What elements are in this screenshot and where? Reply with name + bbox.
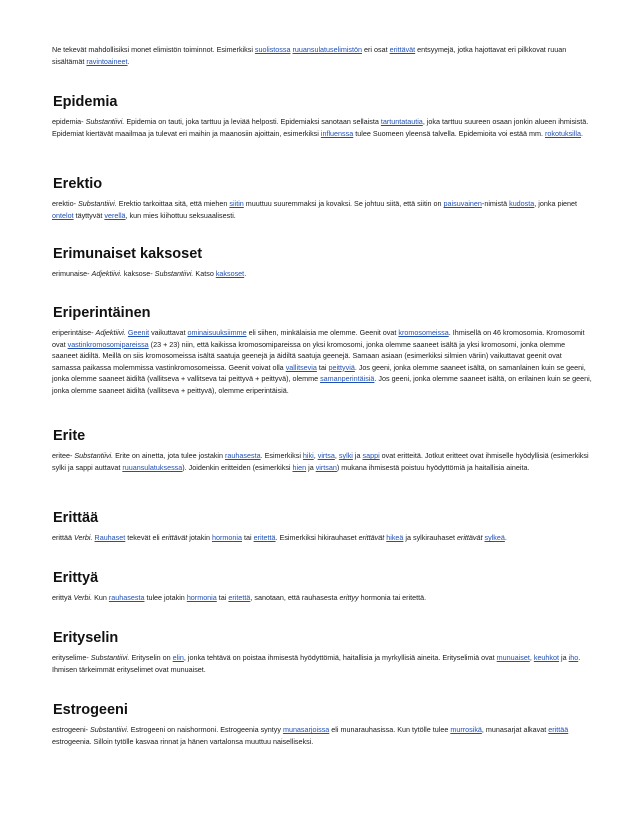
term-link[interactable]: ruuansulatuselimistön [292, 45, 363, 54]
term-link[interactable]: Geenit [127, 328, 150, 337]
entry-estrogeeni [52, 701, 592, 747]
entry-body [52, 532, 592, 544]
term-link[interactable]: keuhkot [533, 653, 560, 662]
entry-heading: Estrogeeni [53, 702, 128, 718]
term-link[interactable]: ruuansulatuksessa [122, 462, 183, 472]
term-link[interactable]: eritettä [228, 593, 251, 602]
term-link[interactable]: virtsan [315, 462, 337, 472]
body-text: . Esimerkiksi hikirauhaset [275, 533, 359, 542]
word-class-label: Substantiivi. [85, 117, 125, 126]
body-text: Erite on ainetta, jota tulee jostakin [113, 451, 226, 460]
entry-body [52, 268, 592, 280]
body-text: ). Joidenkin eritteiden (esimerkiksi [182, 462, 293, 472]
body-text: , sanotaan, että rauhasesta [250, 593, 340, 602]
body-text: ) mukana ihmisestä poistuu hyödyttömiä ja haitallisia aineita. [336, 462, 530, 472]
body-text: erimunaise- [52, 269, 92, 278]
term-link[interactable]: Rauhaset [94, 533, 126, 542]
body-text: erittää [52, 533, 74, 542]
body-text: tai [316, 362, 329, 372]
term-link[interactable]: virtsa [317, 451, 335, 460]
term-link[interactable]: kaksoset [215, 269, 245, 278]
body-text: . Jos geeni, jonka olemme saaneet isältä, on erilainen kuin se geeni, jonka olemme saaneet äidiltä (vallitseva + peittyvä), olemme eriperintäisiä. [52, 374, 592, 395]
body-text: vaikuttavat [149, 328, 188, 337]
body-text: tekevät eli [125, 533, 162, 542]
body-text: eli munarauhasissa. Kun tytölle tulee [329, 725, 451, 734]
entry-heading: Erektio [53, 176, 103, 192]
word-class-label: Substantiivi. [154, 269, 194, 278]
entry-epidemia [52, 93, 592, 139]
body-text: ja sylkirauhaset [403, 533, 457, 542]
term-link[interactable]: rauhasesta [225, 451, 261, 460]
term-link[interactable]: eritettä [253, 533, 276, 542]
term-link[interactable]: sappi [362, 451, 380, 460]
term-link[interactable]: samanperintäisiä [320, 374, 375, 383]
body-text: Estrogeeni on naishormoni [128, 725, 217, 734]
body-text: . Jos geeni, jonka olemme saaneet isältä, on samanlainen kuin se geeni, jonka olemme saaneet äidiltä (vallitseva + vallitseva tai peittyvä + peittyvä), olemme [52, 362, 586, 383]
body-text: entsyymejä, jotka hajottavat eri pilkkovat ruuan sisältämät [52, 45, 567, 66]
term-link[interactable]: vallitsevia [285, 362, 317, 372]
body-text: , jonka tehtävä on poistaa ihmisestä hyödyttömiä, haitallisia ja myrkyllisiä aineita. Erityselimiä ovat [183, 653, 497, 662]
body-text: . Estrogeenia syntyy [216, 725, 283, 734]
term-link[interactable]: ontelot [52, 210, 74, 220]
body-text: . Esimerkiksi [260, 451, 303, 460]
entry-heading: Epidemia [53, 94, 118, 110]
body-text: . Ihmisellä on 46 kromosomia. Kromosomit ovat [52, 328, 585, 349]
term-link[interactable]: rauhasesta [108, 593, 145, 602]
body-text: , jonka pienet [534, 199, 578, 208]
term-link[interactable]: hien [292, 462, 307, 472]
body-text: -nimistä [481, 199, 510, 208]
entry-body [52, 327, 592, 396]
entry-body [52, 450, 592, 473]
term-link[interactable]: erittävät [389, 45, 416, 54]
term-link[interactable]: paisuvainen [443, 199, 482, 208]
term-link[interactable]: ominaisuuksiimme [187, 328, 247, 337]
term-link[interactable]: hormonia [186, 593, 217, 602]
term-link[interactable]: kromosomeissa [398, 328, 449, 337]
word-class-label: Verbi. [73, 593, 93, 602]
body-text: erityselime- [52, 653, 91, 662]
intro-paragraph [52, 44, 592, 67]
body-text: , [334, 451, 339, 460]
term-link[interactable]: siitin [229, 199, 244, 208]
term-link[interactable]: vastinkromosomipareissa [67, 339, 149, 349]
body-text: , [313, 451, 318, 460]
body-text: tulee jotakin [144, 593, 187, 602]
body-text: , [529, 653, 534, 662]
word-class-label: Substantiivi. [90, 653, 130, 662]
body-text: ja [352, 451, 363, 460]
entry-body [52, 116, 592, 139]
body-text: estrogeenia. Silloin tytölle kasvaa rinnat ja hänen vartalonsa muuttuu naiselliseksi. [52, 736, 314, 746]
entry-erittya [52, 569, 592, 604]
body-text: . [127, 56, 130, 66]
body-text: muuttuu suuremmaksi ja kovaksi. Se johtuu siitä, että siitin on [243, 199, 444, 208]
body-text: , kun mies kiihottuu seksuaalisesti. [125, 210, 236, 220]
body-text: eriperintäise- [52, 328, 96, 337]
body-text: jotakin [187, 533, 212, 542]
term-link[interactable]: rokotuksilla [545, 128, 581, 138]
entry-erite [52, 427, 592, 473]
term-link[interactable]: suolistossa [254, 45, 291, 54]
term-link[interactable]: tartuntatautia [380, 117, 423, 126]
body-text: . Ihmisen tärkeimmät erityselimet ovat munuaiset. [52, 653, 581, 674]
entry-body [52, 592, 592, 604]
term-link[interactable]: ravintoaineet [86, 56, 128, 66]
body-text: (23 + 23) niin, että kaikissa kromosomipareissa on yksi kromosomi, jonka olemme saaneet isältä ja yksi kromosomi, jonka olemme saaneet äidiltä. Meillä on siis kromosomeissa isältä saatuja geenejä ja äidiltä saatuja geenejä. Samaan asiaan (esimerkiksi silmien väriin) vaikuttavat geenit ovat samassa paikassa molemmissa vastinkromosomeissa. Geenit voivat olla [52, 339, 566, 372]
word-class-label: Verbi. [73, 533, 93, 542]
entry-body [52, 198, 592, 221]
body-text: . [580, 128, 583, 138]
term-link[interactable]: munuaiset [496, 653, 530, 662]
term-link[interactable]: munasarjoissa [282, 725, 330, 734]
body-text: Epidemia on tauti, joka tarttuu ja leviää helposti. Epidemiaksi sanotaan sellaista [124, 117, 381, 126]
entry-erimunaiset-kaksoset [52, 245, 592, 280]
word-class-label: Substantiivi. [77, 199, 117, 208]
body-text: . [504, 533, 507, 542]
word-class-label: Substantiivi. [74, 451, 114, 460]
body-text: hormonia tai eritettä. [358, 593, 427, 602]
body-text: kaksose- [121, 269, 155, 278]
entry-body [52, 652, 592, 675]
entry-heading: Erittyä [53, 570, 99, 586]
body-text: eri osat [362, 45, 390, 54]
term-link[interactable]: sylki [338, 451, 353, 460]
body-text: , munasarjat alkavat [481, 725, 549, 734]
entry-body [52, 724, 592, 747]
term-link[interactable]: hormonia [212, 533, 242, 542]
body-text: estrogeeni- [52, 725, 90, 734]
entry-eriperintainen [52, 304, 592, 396]
term-link[interactable]: murrosikä [450, 725, 482, 734]
body-text: eli siihen, minkälaisia me olemme. Geenit ovat [246, 328, 399, 337]
body-text: tai [216, 593, 229, 602]
entry-heading: Erite [53, 428, 86, 444]
word-class-label: Adjektiivi. [95, 328, 126, 337]
body-text: täyttyvät [73, 210, 105, 220]
body-text: epidemia- [52, 117, 86, 126]
word-class-label: Substantiivi. [89, 725, 129, 734]
body-text: eritee- [52, 451, 75, 460]
body-text: , joka tarttuu suureen osaan jonkin alueen ihmisistä. Epidemiat kiertävät maailmaa ja tulevat eri maihin ja maanosiin ajoittain, esimerkiksi [52, 117, 589, 138]
word-class-label: erittävät [161, 533, 188, 542]
body-text: Ne tekevät mahdollisiksi monet elimistön toiminnot. Esimerkiksi [52, 45, 255, 54]
body-text: Kun [92, 593, 109, 602]
body-text: . [244, 269, 247, 278]
entry-erektio [52, 175, 592, 221]
entry-heading: Erittää [53, 510, 99, 526]
term-link[interactable]: peittyviä [328, 362, 355, 372]
body-text: Erityselin on [129, 653, 173, 662]
term-link[interactable]: iho [568, 653, 579, 662]
body-text: ja [559, 653, 569, 662]
entry-heading: Eriperintäinen [53, 305, 151, 321]
body-text: ovat eritteitä. Jotkut eritteet ovat ihmiselle hyödyllisiä (esimerkiksi sylki ja sappi auttavat [52, 451, 589, 472]
term-link[interactable]: elin [172, 653, 184, 662]
term-link[interactable]: kudosta [509, 199, 535, 208]
body-text: erittyä [52, 593, 74, 602]
term-link[interactable]: erittää [548, 725, 569, 734]
word-class-label: erittävät [456, 533, 483, 542]
term-link[interactable]: verellä [104, 210, 126, 220]
word-class-label: Adjektiivi. [91, 269, 122, 278]
body-text: tai [241, 533, 254, 542]
body-text: tulee Suomeen yleensä talvella. Epidemioita voi estää mm. [353, 128, 546, 138]
word-class-label: erittävät [358, 533, 385, 542]
entry-heading: Erimunaiset kaksoset [53, 246, 203, 262]
entry-erityselin [52, 629, 592, 675]
word-class-label: erittyy [339, 593, 359, 602]
entry-erittaa [52, 509, 592, 544]
body-text: ja [306, 462, 316, 472]
entry-heading: Erityselin [53, 630, 119, 646]
term-link[interactable]: hikeä [386, 533, 404, 542]
body-text: Erektio tarkoittaa sitä, että miehen [116, 199, 230, 208]
body-text: erektio- [52, 199, 78, 208]
term-link[interactable]: hiki [302, 451, 314, 460]
term-link[interactable]: influenssa [320, 128, 354, 138]
body-text: Katso [193, 269, 216, 278]
term-link[interactable]: sylkeä [484, 533, 505, 542]
